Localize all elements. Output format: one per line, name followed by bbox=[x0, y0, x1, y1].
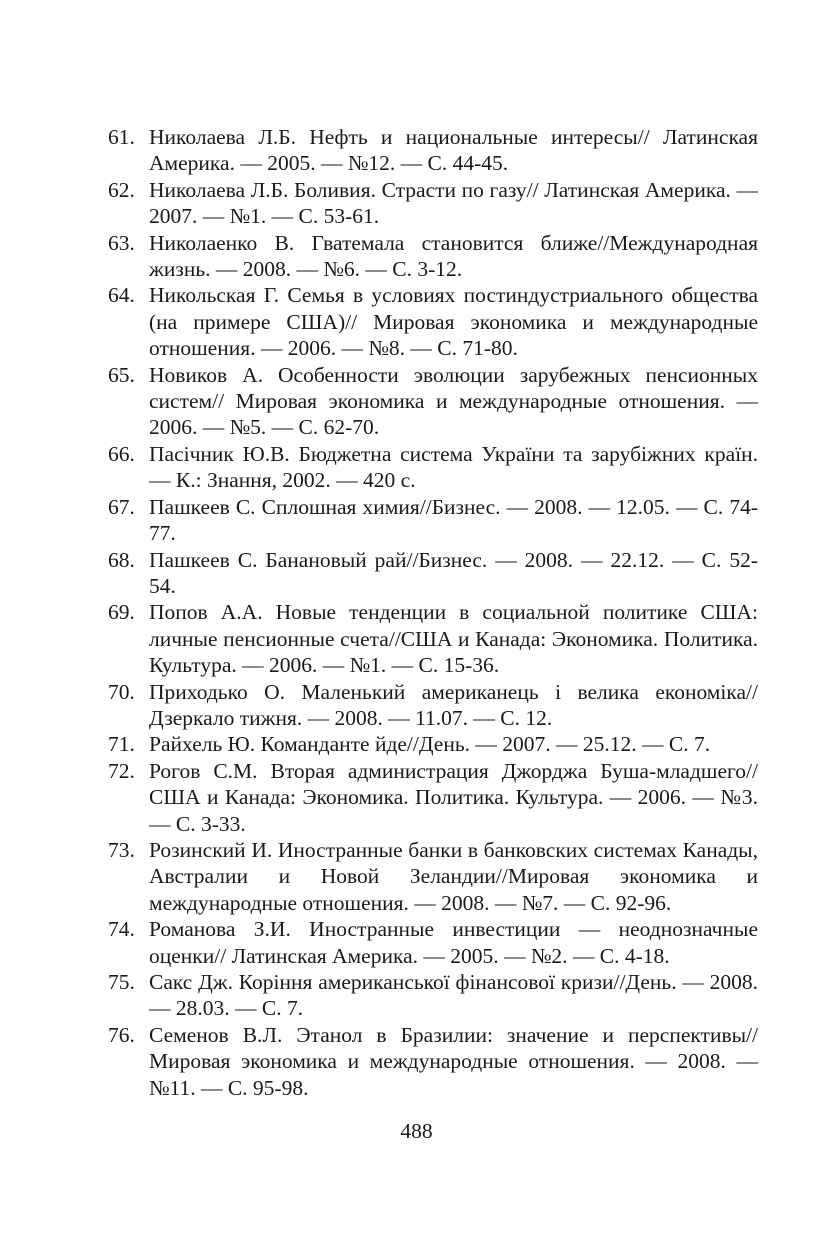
entry-text: Попов А.А. Новые тенденции в социальной политике США: личные пенсионные счета//США и Канада: Экономика. Политика. Культура. — 2006. — №1. — С. 15-36. bbox=[149, 600, 758, 678]
entry-number: 63. bbox=[108, 230, 135, 255]
bibliography-list bbox=[108, 124, 758, 1101]
entry-text: Николаенко В. Гватемала становится ближе//Международная жизнь. — 2008. — №6. — С. 3-12. bbox=[149, 230, 758, 282]
bibliography-entry bbox=[108, 230, 758, 283]
entry-text: Пашкеев С. Сплошная химия//Бизнес. — 2008. — 12.05. — С. 74-77. bbox=[149, 494, 758, 546]
entry-text: Рогов С.М. Вторая администрация Джорджа Буша-младшего//США и Канада: Экономика. Политика. Культура. — 2006. — №3. — С. 3-33. bbox=[149, 758, 758, 836]
bibliography-entry bbox=[108, 547, 758, 600]
entry-number: 62. bbox=[108, 177, 135, 202]
entry-number: 66. bbox=[108, 441, 135, 466]
entry-text: Пасічник Ю.В. Бюджетна система України та зарубіжних країн. — К.: Знання, 2002. — 420 с. bbox=[149, 441, 758, 493]
entry-number: 74. bbox=[108, 917, 135, 942]
entry-number: 61. bbox=[108, 125, 135, 149]
entry-text: Сакс Дж. Коріння американської фінансової кризи//День. — 2008. — 28.03. — С. 7. bbox=[149, 970, 758, 1021]
entry-number: 65. bbox=[108, 362, 135, 387]
entry-text: Приходько О. Маленький американець і велика економіка// Дзеркало тижня. — 2008. — 11.07. — С. 12. bbox=[149, 679, 758, 730]
bibliography-entry bbox=[108, 916, 758, 969]
bibliography-entry bbox=[108, 362, 758, 441]
entry-text: Пашкеев С. Банановый рай//Бизнес. — 2008. — 22.12. — С. 52-54. bbox=[149, 547, 758, 598]
bibliography-entry bbox=[108, 758, 758, 837]
bibliography-entry bbox=[108, 731, 758, 757]
entry-text: Семенов В.Л. Этанол в Бразилии: значение и перспективы// Мировая экономика и международные отношения. — 2008. — №11. — С. 95-98. bbox=[149, 1022, 758, 1100]
entry-number: 72. bbox=[108, 758, 135, 783]
bibliography-entry bbox=[108, 1022, 758, 1101]
bibliography-entry bbox=[108, 441, 758, 494]
bibliography-entry bbox=[108, 679, 758, 732]
entry-number: 71. bbox=[108, 732, 135, 757]
bibliography-entry bbox=[108, 837, 758, 916]
bibliography-entry bbox=[108, 599, 758, 678]
entry-number: 68. bbox=[108, 547, 135, 572]
entry-text: Николаева Л.Б. Боливия. Страсти по газу// Латинская Америка. — 2007. — №1. — С. 53-61. bbox=[149, 177, 758, 229]
bibliography-entry bbox=[108, 494, 758, 547]
entry-text: Никольская Г. Семья в условиях постиндустриального общества (на примере США)// Мировая экономика и международные отношения. — 2006. — №8. — С. 71-80. bbox=[149, 283, 758, 361]
entry-text: Розинский И. Иностранные банки в банковских системах Канады, Австралии и Новой Зеландии//Мировая экономика и международные отношения. — 2008. — №7. — С. 92-96. bbox=[149, 837, 758, 915]
entry-text: Романова З.И. Иностранные инвестиции — неоднозначные оценки// Латинская Америка. — 2005. — №2. — С. 4-18. bbox=[149, 917, 758, 968]
entry-number: 69. bbox=[108, 600, 135, 625]
entry-text: Райхель Ю. Команданте йде//День. — 2007. — 25.12. — С. 7. bbox=[149, 732, 711, 757]
bibliography-entry bbox=[108, 177, 758, 230]
entry-number: 67. bbox=[108, 494, 135, 519]
entry-number: 64. bbox=[108, 283, 135, 308]
entry-number: 75. bbox=[108, 970, 135, 994]
bibliography-entry bbox=[108, 124, 758, 177]
entry-number: 70. bbox=[108, 679, 135, 704]
entry-number: 76. bbox=[108, 1022, 135, 1047]
page-number: 488 bbox=[400, 1119, 433, 1143]
entry-text: Новиков А. Особенности эволюции зарубежных пенсионных систем// Мировая экономика и международные отношения. — 2006. — №5. — С. 62-70. bbox=[149, 362, 758, 440]
bibliography-entry bbox=[108, 969, 758, 1022]
entry-number: 73. bbox=[108, 837, 135, 862]
entry-text: Николаева Л.Б. Нефть и национальные интересы// Латинская Америка. — 2005. — №12. — С. 44-45. bbox=[149, 125, 758, 176]
bibliography-entry bbox=[108, 282, 758, 361]
